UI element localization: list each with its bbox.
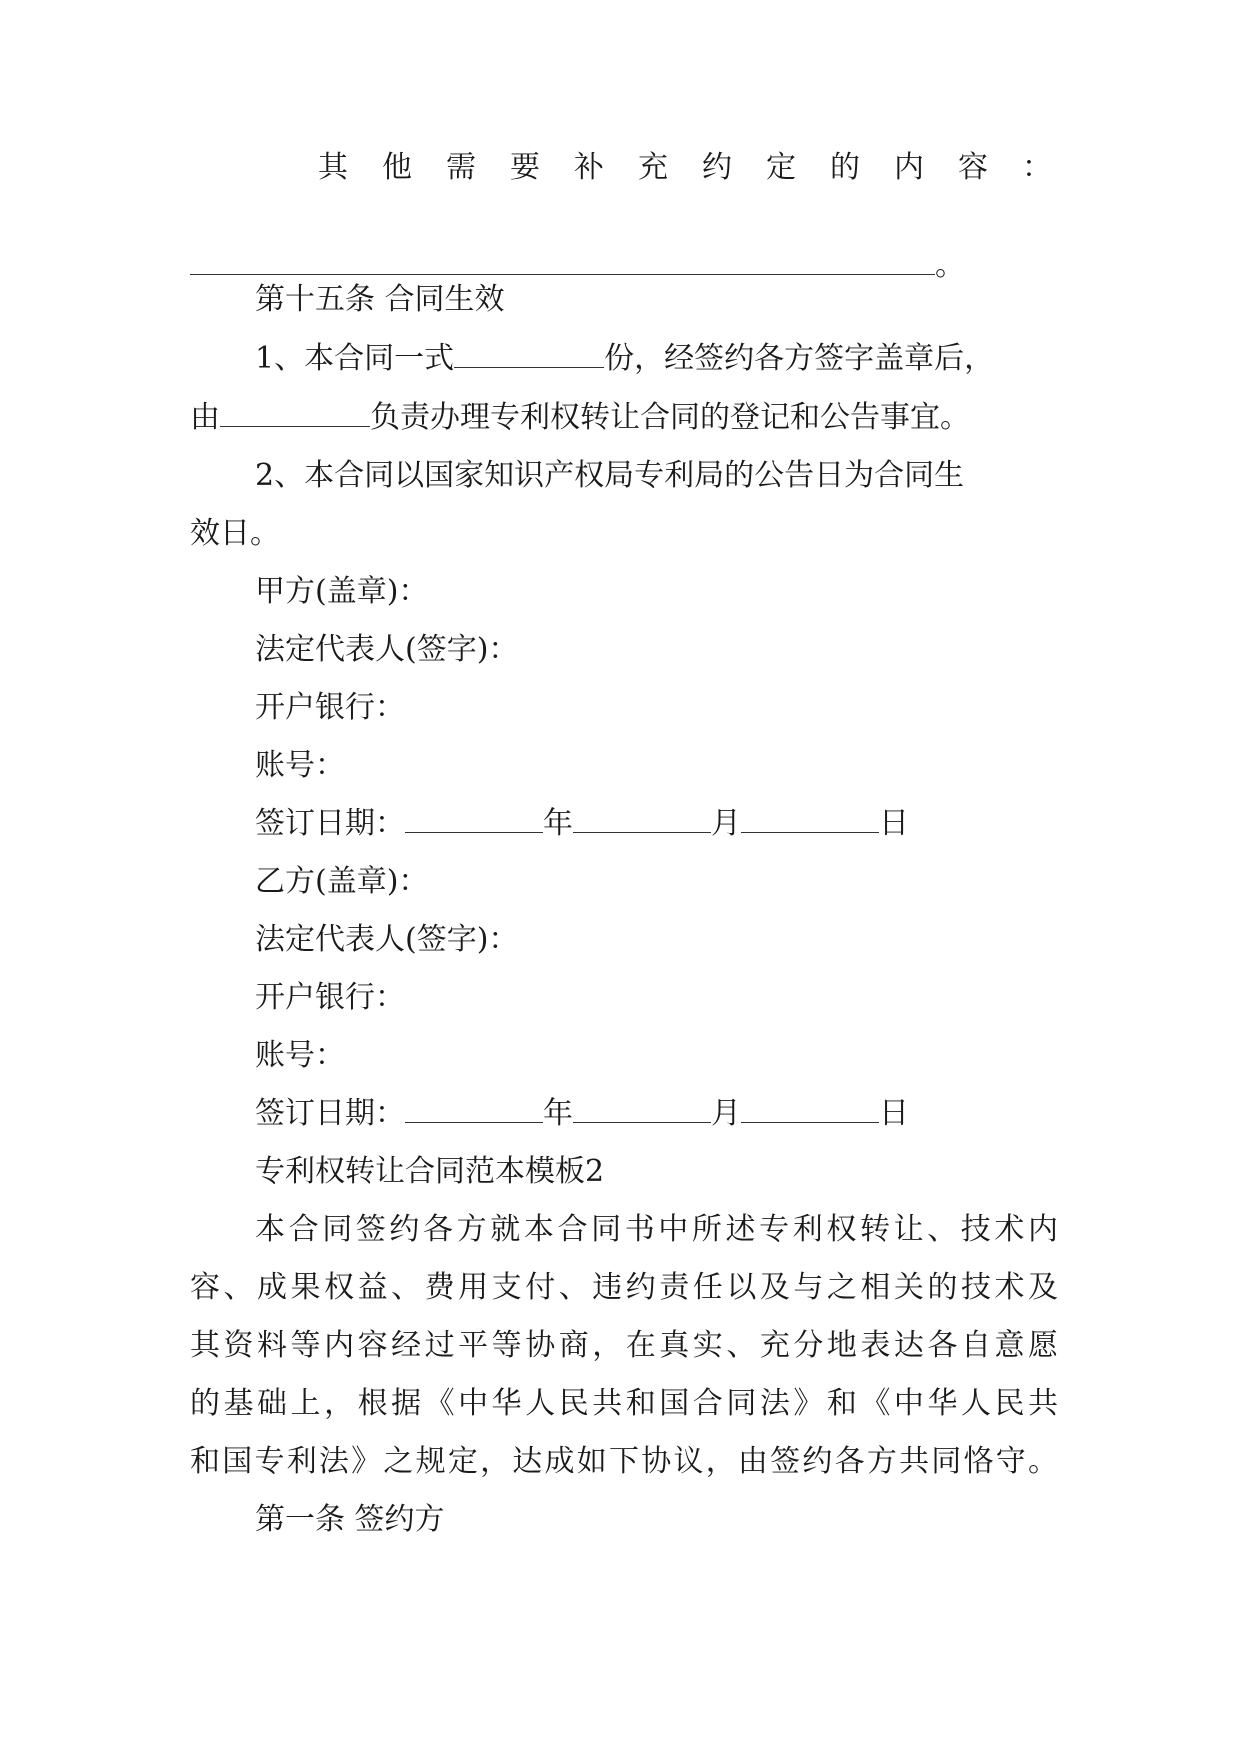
- supplement-heading: [318, 148, 1052, 188]
- month-blank[interactable]: [573, 806, 711, 833]
- article-1-title: 第一条 签约方: [255, 1502, 445, 1537]
- day-blank[interactable]: [741, 806, 879, 833]
- year-label: 年: [543, 1096, 573, 1131]
- party-a-account: 账号：: [255, 748, 345, 783]
- party-b-bank: 开户银行：: [255, 980, 405, 1015]
- char: 约: [702, 150, 732, 185]
- article-15-title: 第十五条 合同生效: [255, 282, 505, 317]
- year-blank[interactable]: [405, 1096, 543, 1123]
- year-label: 年: [543, 806, 573, 841]
- date-label: 签订日期：: [255, 806, 405, 841]
- char: 要: [510, 150, 540, 185]
- responsible-party-blank[interactable]: [220, 400, 370, 427]
- item-text: 由: [190, 400, 220, 435]
- year-blank[interactable]: [405, 806, 543, 833]
- char: 其: [318, 150, 348, 185]
- month-label: 月: [711, 806, 741, 841]
- char: 的: [830, 150, 860, 185]
- article-15-item-2-cont: 效日。: [190, 516, 280, 551]
- item-text: 负责办理专利权转让合同的登记和公告事宜。: [370, 400, 970, 435]
- party-a-date: [255, 804, 909, 844]
- party-a-representative: 法定代表人(签字)：: [255, 632, 519, 667]
- char: 需: [446, 150, 476, 185]
- party-b-seal: 乙方(盖章)：: [255, 864, 429, 899]
- char: 补: [574, 150, 604, 185]
- article-15-item-1: [255, 339, 994, 379]
- item-text: 份，经签约各方签字盖章后，: [604, 341, 995, 376]
- char: 他: [382, 150, 412, 185]
- intro-line: 本合同签约各方就本合同书中所述专利权转让、技术内: [255, 1212, 1058, 1247]
- char: ：: [1022, 150, 1052, 185]
- period: 。: [935, 248, 965, 283]
- party-a-bank: 开户银行：: [255, 690, 405, 725]
- fill-in-rule[interactable]: [190, 250, 935, 275]
- party-a-seal: 甲方(盖章)：: [255, 574, 429, 609]
- day-label: 日: [879, 806, 909, 841]
- template-2-title: 专利权转让合同范本模板2: [255, 1154, 605, 1189]
- char: 定: [766, 150, 796, 185]
- intro-line: 容、成果权益、费用支付、违约责任以及与之相关的技术及: [190, 1270, 1058, 1305]
- char: 充: [638, 150, 668, 185]
- char: 容: [958, 150, 988, 185]
- article-15-item-1-cont: [190, 398, 970, 438]
- party-b-account: 账号：: [255, 1038, 345, 1073]
- month-label: 月: [711, 1096, 741, 1131]
- char: 内: [894, 150, 924, 185]
- copies-blank[interactable]: [454, 341, 604, 368]
- day-label: 日: [879, 1096, 909, 1131]
- party-b-representative: 法定代表人(签字)：: [255, 922, 519, 957]
- date-label: 签订日期：: [255, 1096, 405, 1131]
- item-text: 1、本合同一式: [255, 341, 455, 376]
- intro-line: 其资料等内容经过平等协商，在真实、充分地表达各自意愿: [190, 1328, 1058, 1363]
- day-blank[interactable]: [741, 1096, 879, 1123]
- intro-line: 的基础上，根据《中华人民共和国合同法》和《中华人民共: [190, 1386, 1058, 1421]
- intro-line: 和国专利法》之规定，达成如下协议，由签约各方共同恪守。: [190, 1444, 1058, 1479]
- month-blank[interactable]: [573, 1096, 711, 1123]
- party-b-date: [255, 1094, 909, 1134]
- article-15-item-2: 2、本合同以国家知识产权局专利局的公告日为合同生: [255, 458, 965, 493]
